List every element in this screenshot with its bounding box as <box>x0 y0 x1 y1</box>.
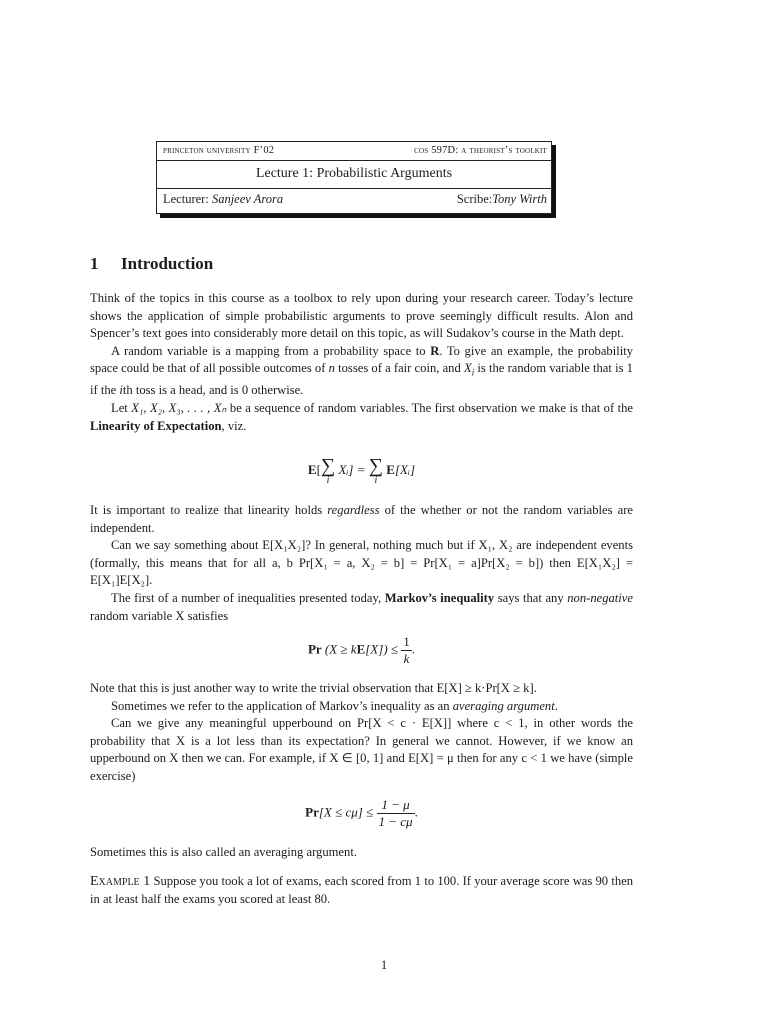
sigma-symbol: ∑ <box>320 455 336 477</box>
text-run: be a sequence of random variables. The first observation we make is that of the <box>229 401 633 416</box>
text-run: It is important to realize that linearity holds <box>90 503 323 517</box>
math-symbol: X <box>463 361 472 376</box>
section-number: 1 <box>90 254 99 273</box>
bold-term: Linearity of Expectation <box>90 418 222 433</box>
text-run: of the whether or not the random variables are independent. <box>90 503 633 535</box>
paragraph <box>90 502 633 537</box>
term: F’02 <box>253 145 275 156</box>
paragraph <box>90 400 633 435</box>
sum-index: i <box>374 475 378 486</box>
header-course-row <box>163 145 547 159</box>
body-text-block-3 <box>90 680 633 786</box>
math-expression: (X ≥ k <box>324 641 357 657</box>
bold-term: Markov’s inequality <box>384 590 495 605</box>
text-run: , viz. <box>221 418 247 433</box>
example-text: Suppose you took a lot of exams, each scored from 1 to 100. If your average score was 90 then in at least half the exams you scored at least 80. <box>90 874 634 906</box>
paragraph <box>90 343 633 400</box>
lecturer-name: Sanjeev Arora <box>211 192 284 206</box>
numerator: 1 − μ <box>377 797 415 814</box>
paragraph: Can we say something about E[X₁X₂]? In general, nothing much but if X₁, X₂ are independent events (formally, this means that for all a, b Pr[X₁ = a, X₂ = b] = Pr[X₁ = a]Pr[X₂ = b]) then E[X₁X₂] = E[X₁]E[X₂]. <box>90 538 633 588</box>
math-symbol: Pr <box>305 804 319 820</box>
lecture-header-box <box>156 141 552 214</box>
summation <box>321 456 335 486</box>
text-run: random variable X satisfies <box>90 608 229 623</box>
paragraph <box>90 698 633 716</box>
scribe-name: Tony Wirth <box>492 192 547 206</box>
section-heading <box>90 254 213 274</box>
sigma-symbol: ∑ <box>368 455 384 477</box>
text-run: Let <box>111 401 128 416</box>
math-symbol: . <box>411 641 416 657</box>
text-run: says that any <box>497 590 564 605</box>
math-expression: X₁, X₂, X₃, . . . , Xₙ <box>131 401 227 416</box>
math-expression: [Xᵢ] <box>394 461 416 477</box>
math-symbol: E <box>307 461 317 477</box>
fraction <box>401 634 412 667</box>
example-paragraph <box>90 873 633 908</box>
paragraph: Can we give any meaningful upperbound on Pr[X < c · E[X]] where c < 1, in other words the probability that X is a lot less than its expectation? In general we cannot. However, if we know an upperbound on X then we can. For example, if X ∈ [0, 1] and E[X] = μ then for any c < 1 we have (simple exercise) <box>90 716 633 783</box>
math-expression: [X ≤ cμ] ≤ <box>318 804 374 820</box>
math-symbol: E <box>386 461 395 477</box>
emphasis: regardless <box>327 503 380 517</box>
math-symbol: . <box>414 804 418 820</box>
paragraph: Think of the topics in this course as a toolbox to rely upon during your research career. Today’s lecture shows the application of simple probabilistic arguments to prove seemingly difficult results. Alon and Spencer’s text goes into considerably more detail on this topic, as will Sudakov’s course in the Math dept. <box>90 291 633 341</box>
course-prefix: cos <box>414 145 429 156</box>
university-name: princeton university <box>163 145 251 156</box>
text-run: The first of a number of inequalities presented today, <box>111 590 382 605</box>
sum-index: i <box>326 475 330 486</box>
math-symbol: Pr <box>307 641 322 657</box>
scribe-label: Scribe: <box>456 192 493 206</box>
lecturer-label: Lecturer: <box>163 192 209 206</box>
body-text-block-1 <box>90 290 633 435</box>
equation-markov <box>90 634 633 667</box>
course-id <box>414 145 547 159</box>
math-symbol: n <box>328 361 335 376</box>
paragraph: Sometimes this is also called an averaging argument. <box>90 845 357 859</box>
equation-averaging <box>90 797 633 830</box>
university-term <box>163 145 274 159</box>
equation-linearity <box>90 456 633 486</box>
text-run: A random variable is a mapping from a probability space to <box>111 343 426 358</box>
emphasis: averaging argument <box>452 698 555 713</box>
math-symbol: E <box>356 641 366 657</box>
fraction <box>377 797 415 830</box>
course-title: 597D: a theorist’s toolkit <box>431 145 547 156</box>
example-heading: Example 1 <box>90 874 151 889</box>
math-symbol: R <box>430 343 440 358</box>
lecture-title: Lecture 1: Probabilistic Arguments <box>255 166 453 181</box>
text-run: Sometimes we refer to the application of Markov’s inequality as an <box>111 698 450 713</box>
math-expression: Xᵢ] = <box>338 461 366 477</box>
scribe <box>457 192 547 207</box>
lecturer <box>163 192 283 207</box>
text-run: . <box>554 698 558 713</box>
math-symbol: [ <box>316 461 321 477</box>
math-subscript: i <box>471 367 475 378</box>
text-run: th toss is a head, and is 0 otherwise. <box>122 383 304 398</box>
header-rule <box>157 160 551 161</box>
math-symbol: i <box>119 383 123 398</box>
denominator: k <box>403 651 410 666</box>
text-run: is the random variable that is 1 if the <box>90 361 633 398</box>
header-rule <box>157 188 551 189</box>
section-title: Introduction <box>121 254 214 273</box>
header-people-row <box>163 192 547 207</box>
summation <box>369 456 383 486</box>
emphasis: non-negative <box>567 590 633 605</box>
paragraph <box>90 590 633 625</box>
body-text-block-4 <box>90 844 633 862</box>
text-run: . To give an example, the probability space could be that of all possible outcomes of <box>90 343 633 376</box>
body-text-block-2 <box>90 502 633 625</box>
example-block <box>90 873 633 908</box>
numerator: 1 <box>403 634 410 649</box>
text-run: tosses of a fair coin, and <box>338 361 461 376</box>
page-number: 1 <box>380 958 388 972</box>
paragraph: Note that this is just another way to write the trivial observation that E[X] ≥ k·Pr[X ≥ k]. <box>90 681 537 695</box>
denominator: 1 − cμ <box>378 814 413 829</box>
math-expression: [X]) ≤ <box>365 641 399 657</box>
